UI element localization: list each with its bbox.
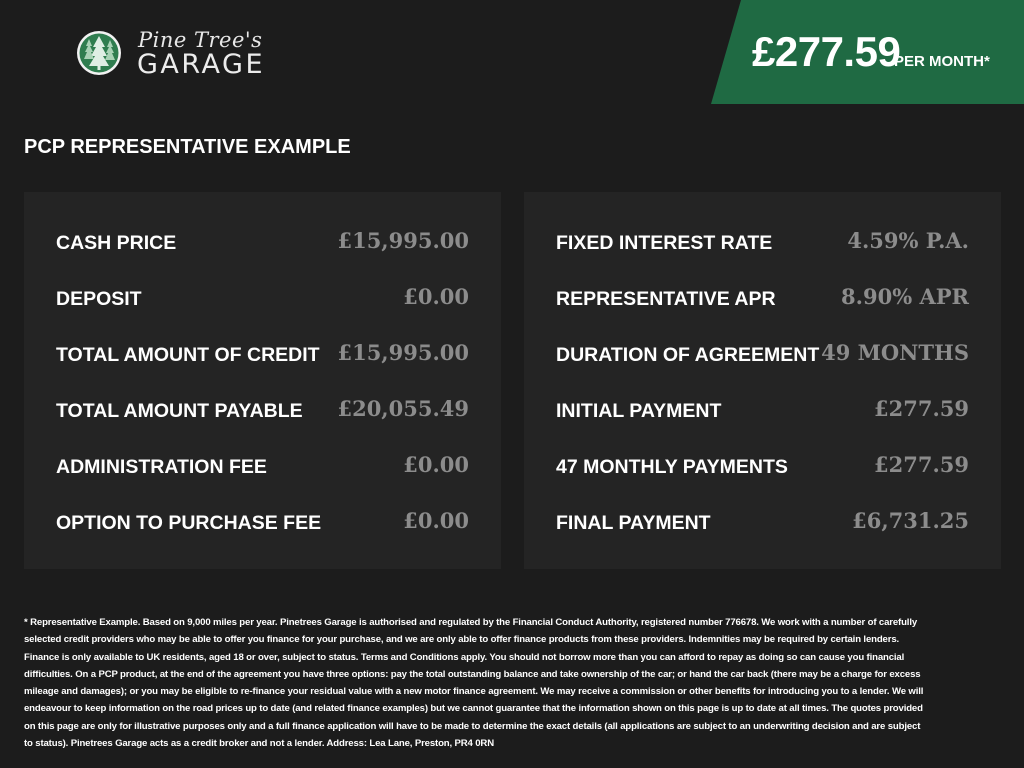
row-label: REPRESENTATIVE APR [556,288,776,310]
section-title: PCP REPRESENTATIVE EXAMPLE [24,136,351,158]
row-value: £277.59 [874,452,969,477]
finance-row-deposit [56,248,469,310]
row-value: £0.00 [403,508,469,533]
row-label: TOTAL AMOUNT PAYABLE [56,400,303,422]
row-label: CASH PRICE [56,232,177,254]
monthly-price: £277.59 [752,28,901,75]
finance-row-admin-fee [56,416,469,478]
row-label: DURATION OF AGREEMENT [556,344,820,366]
row-value: £6,731.25 [852,508,969,533]
finance-row-total-payable [56,360,469,422]
row-value: £20,055.49 [337,396,469,421]
row-label: 47 MONTHLY PAYMENTS [556,456,788,478]
row-label: FIXED INTEREST RATE [556,232,773,254]
finance-row-total-credit [56,304,469,366]
row-value: 49 MONTHS [821,340,969,365]
logo[interactable] [76,28,276,78]
finance-row-apr [556,248,969,310]
finance-disclaimer: * Representative Example. Based on 9,000 miles per year. Pinetrees Garage is authorised and regulated by the Financial Conduct Authority, registered number 776678. We work with a number of carefully selected credit providers who may be able to offer you finance for your purchase, and we are only able to offer finance products from these providers. Indemnities may be required by certain lenders. Finance is only available to UK residents, aged 18 or over, subject to status. Terms and Conditions apply. You should not borrow more than you can afford to repay as doing so can cause you financial difficulties. On a PCP product, at the end of the agreement you have three options: pay the total outstanding balance and take ownership of the car; or hand the car back (there may be a charge for excess mileage and damages); or you may be eligible to re-finance your residual value with a new motor finance agreement. We may receive a commission or other benefits for introducing you to a lender. We will endeavour to keep information on the road prices up to date (and related finance examples) but we cannot guarantee that the information shown on this page is up to date at all times. The quotes provided on this page are only for illustrative purposes only and a full finance application will have to be made to determine the exact details (all applications are subject to an underwriting decision and are subject to status). Pinetrees Garage acts as a credit broker and not a lender. Address: Lea Lane, Preston, PR4 0RN [24,617,924,750]
monthly-price-suffix: PER MONTH* [894,53,990,70]
row-label: TOTAL AMOUNT OF CREDIT [56,344,320,366]
finance-row-cash-price [56,192,469,254]
row-label: DEPOSIT [56,288,142,310]
finance-row-duration [556,304,969,366]
finance-row-monthly-payments [556,416,969,478]
row-value: 8.90% APR [841,284,969,309]
finance-panel-right [524,192,1001,569]
row-label: INITIAL PAYMENT [556,400,722,422]
row-value: £15,995.00 [337,340,469,365]
finance-row-initial-payment [556,360,969,422]
row-value: £0.00 [403,452,469,477]
row-value: £0.00 [403,284,469,309]
row-label: OPTION TO PURCHASE FEE [56,512,322,534]
header [0,0,1024,104]
row-value: £277.59 [874,396,969,421]
finance-panel-left [24,192,501,569]
row-value: £15,995.00 [337,228,469,253]
finance-row-interest-rate [556,192,969,254]
logo-wordmark: GARAGE [137,49,266,80]
row-label: FINAL PAYMENT [556,512,711,534]
finance-row-final-payment [556,472,969,534]
row-label: ADMINISTRATION FEE [56,456,267,478]
pine-tree-icon [76,30,122,76]
logo-script-text: Pine Tree's [138,28,263,52]
finance-row-option-fee [56,472,469,534]
row-value: 4.59% P.A. [847,228,969,253]
